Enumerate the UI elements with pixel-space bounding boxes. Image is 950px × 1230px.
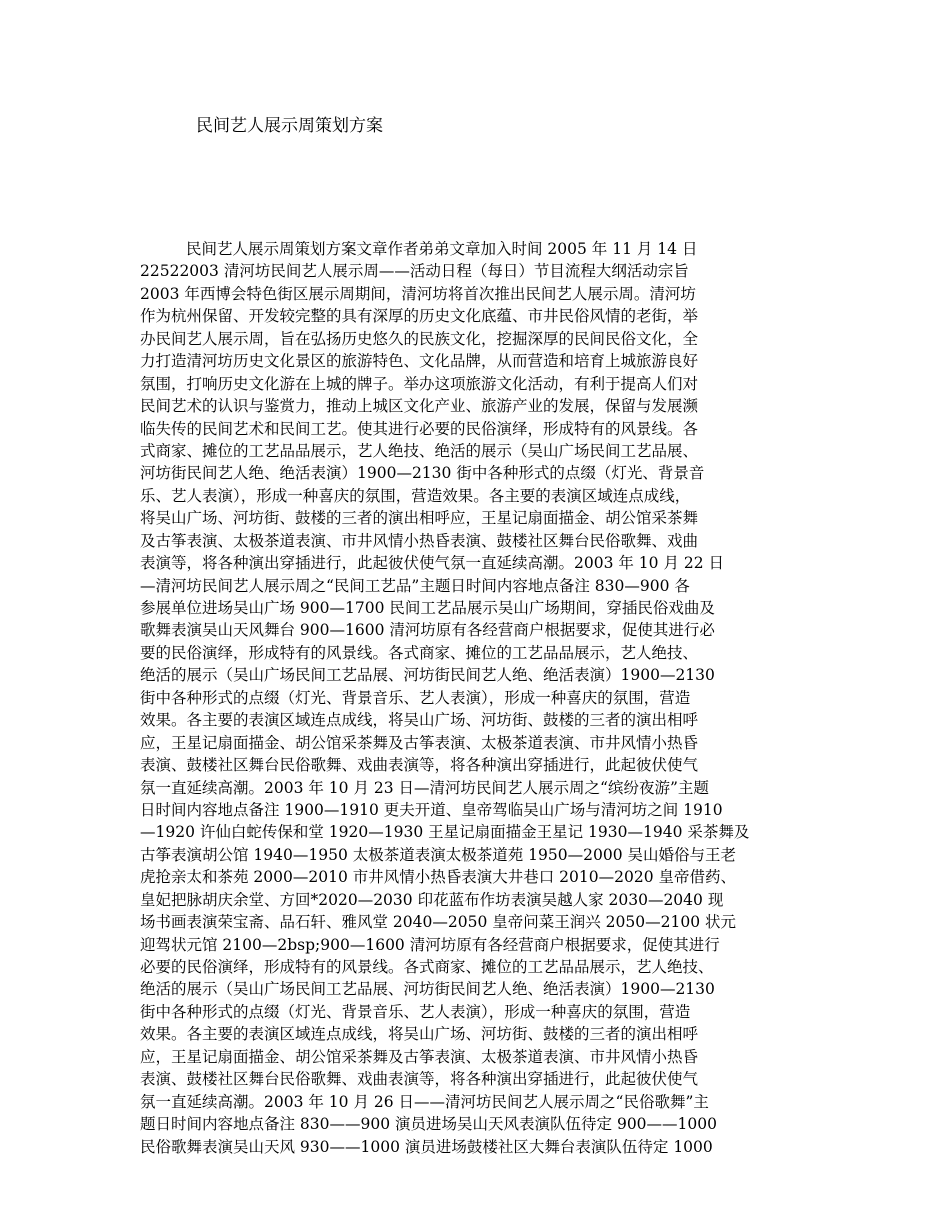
body-line: 日时间内容地点备注 1900—1910 更夫开道、皇帝驾临吴山广场与清河坊之间 1910 — [140, 800, 723, 819]
body-line: 办民间艺人展示周，旨在弘扬历史悠久的民族文化，挖掘深厚的民间民俗文化，全 — [140, 329, 699, 348]
body-line: —清河坊民间艺人展示周之“民间工艺品”主题日时间内容地点备注 830—900 各 — [140, 576, 690, 595]
body-line: 表演、鼓楼社区舞台民俗歌舞、戏曲表演等，将各种演出穿插进行，此起彼伏使气 — [140, 756, 699, 775]
body-line: 民间艺人展示周策划方案文章作者弟弟文章加入时间 2005 年 11 月 14 日 — [186, 240, 698, 258]
body-line: 虎抢亲太和茶苑 2000—2010 市井风情小热昏表演大井巷口 2010—2020 皇帝借药、 — [140, 868, 736, 887]
body-line: 皇妃把脉胡庆余堂、方回*2020—2030 印花蓝布作坊表演吴越人家 2030—2040 现 — [140, 890, 724, 909]
body-line: 场书画表演荣宝斋、品石轩、雅风堂 2040—2050 皇帝问菜王润兴 2050—2100 状元 — [140, 913, 736, 932]
body-line: 街中各种形式的点缀（灯光、背景音乐、艺人表演），形成一种喜庆的氛围，营造 — [140, 688, 691, 707]
body-line: 绝活的展示（吴山广场民间工艺品展、河坊街民间艺人绝、绝活表演）1900—2130 — [140, 666, 715, 685]
body-line: 及古筝表演、太极茶道表演、市井风情小热昏表演、鼓楼社区舞台民俗歌舞、戏曲 — [140, 531, 699, 550]
body-line: 表演等，将各种演出穿插进行，此起彼伏使气氛一直延续高潮。2003 年 10 月 22 日 — [140, 554, 725, 573]
body-line: 迎驾状元馆 2100—2bsp;900—1600 清河坊原有各经营商户根据要求，促使其进行 — [140, 935, 720, 954]
body-line: 应，王星记扇面描金、胡公馆采茶舞及古筝表演、太极茶道表演、市井风情小热昏 — [140, 1047, 699, 1066]
body-line: 效果。各主要的表演区域连点成线，将吴山广场、河坊街、鼓楼的三者的演出相呼 — [140, 711, 699, 730]
body-line: 乐、艺人表演），形成一种喜庆的氛围，营造效果。各主要的表演区域连点成线， — [140, 486, 691, 505]
body-line: 歌舞表演吴山天风舞台 900—1600 清河坊原有各经营商户根据要求，促使其进行必 — [140, 621, 715, 640]
body-line: 式商家、摊位的工艺品品展示，艺人绝技、绝活的展示（吴山广场民间工艺品展、 — [140, 441, 699, 460]
document-title: 民间艺人展示周策划方案 — [196, 116, 383, 136]
body-line: 应，王星记扇面描金、胡公馆采茶舞及古筝表演、太极茶道表演、市井风情小热昏 — [140, 733, 699, 752]
body-line: 绝活的展示（吴山广场民间工艺品展、河坊街民间艺人绝、绝活表演）1900—2130 — [140, 980, 715, 999]
body-line: 效果。各主要的表演区域连点成线，将吴山广场、河坊街、鼓楼的三者的演出相呼 — [140, 1025, 699, 1044]
body-line: 氛一直延续高潮。2003 年 10 月 26 日——清河坊民间艺人展示周之“民俗歌舞”主 — [140, 1092, 709, 1111]
body-line: 民间艺术的认识与鉴赏力，推动上城区文化产业、旅游产业的发展，保留与发展濒 — [140, 397, 699, 416]
body-line: 古筝表演胡公馆 1940—1950 太极茶道表演太极茶道苑 1950—2000 吴山婚俗与王老 — [140, 845, 736, 864]
body-line: 临失传的民间艺术和民间工艺。使其进行必要的民俗演绎，形成特有的风景线。各 — [140, 419, 699, 438]
body-line: 民俗歌舞表演吴山天风 930——1000 演员进场鼓楼社区大舞台表演队伍待定 1000 — [140, 1137, 713, 1156]
body-line: 题日时间内容地点备注 830——900 演员进场吴山天风表演队伍待定 900——1000 — [140, 1115, 717, 1134]
document-body — [140, 238, 820, 1158]
body-line: 街中各种形式的点缀（灯光、背景音乐、艺人表演），形成一种喜庆的氛围，营造 — [140, 1002, 691, 1021]
body-line: —1920 许仙白蛇传保和堂 1920—1930 王星记扇面描金王星记 1930—1940 采茶舞及 — [140, 823, 750, 842]
body-line: 河坊街民间艺人绝、绝活表演）1900—2130 街中各种形式的点缀（灯光、背景音 — [140, 464, 705, 483]
body-line: 表演、鼓楼社区舞台民俗歌舞、戏曲表演等，将各种演出穿插进行，此起彼伏使气 — [140, 1070, 699, 1089]
body-line: 2003 年西博会特色街区展示周期间，清河坊将首次推出民间艺人展示周。清河坊 — [140, 284, 696, 303]
body-line: 氛一直延续高潮。2003 年 10 月 23 日—清河坊民间艺人展示周之“缤纷夜游”主题 — [140, 778, 709, 797]
body-line: 作为杭州保留、开发较完整的具有深厚的历史文化底蕴、市井民俗风情的老街，举 — [140, 307, 699, 326]
body-line: 22522003 清河坊民间艺人展示周——活动日程（每日）节目流程大纲活动宗旨 — [140, 262, 689, 281]
body-line: 氛围，打响历史文化游在上城的牌子。举办这项旅游文化活动，有利于提高人们对 — [140, 374, 699, 393]
body-line: 参展单位进场吴山广场 900—1700 民间工艺品展示吴山广场期间，穿插民俗戏曲及 — [140, 599, 715, 617]
body-line: 必要的民俗演绎，形成特有的风景线。各式商家、摊位的工艺品品展示，艺人绝技、 — [140, 958, 714, 976]
body-line: 力打造清河坊历史文化景区的旅游特色、文化品牌，从而营造和培育上城旅游良好 — [140, 352, 699, 371]
body-line: 要的民俗演绎，形成特有的风景线。各式商家、摊位的工艺品品展示，艺人绝技、 — [140, 643, 699, 662]
body-line: 将吴山广场、河坊街、鼓楼的三者的演出相呼应，王星记扇面描金、胡公馆采茶舞 — [140, 509, 699, 528]
